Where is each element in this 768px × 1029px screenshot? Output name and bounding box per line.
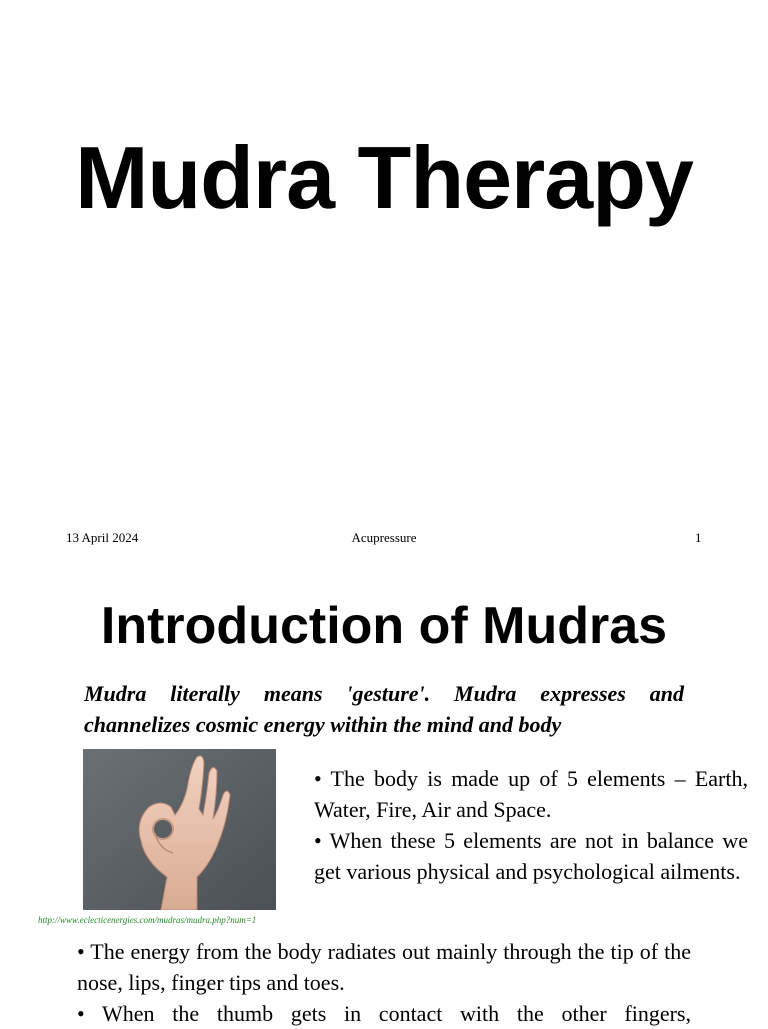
energy-bullets	[77, 936, 691, 1029]
bullet-item: • When the thumb gets in contact with the other fingers,	[77, 1001, 691, 1026]
slide-title: Mudra Therapy	[75, 128, 693, 227]
section-title: Introduction of Mudras	[100, 597, 668, 655]
image-source-caption: http://www.eclecticenergies.com/mudras/mudra.php?num=1	[38, 915, 257, 925]
footer-page-number: 1	[695, 530, 702, 545]
bullet-item: • When these 5 elements are not in balance we get various physical and psychological ailments.	[314, 828, 748, 884]
bullet-item: • The body is made up of 5 elements – Earth, Water, Fire, Air and Space.	[314, 766, 748, 822]
mudra-definition: Mudra literally means 'gesture'. Mudra expresses and channelizes cosmic energy within the mind and body	[84, 681, 684, 737]
hand-mudra-photo	[83, 749, 276, 910]
bullet-item: • The energy from the body radiates out mainly through the tip of the nose, lips, finger tips and toes.	[77, 939, 691, 995]
footer-date: 13 April 2024	[66, 530, 139, 545]
elements-bullets	[314, 763, 748, 887]
footer-topic: Acupressure	[351, 530, 417, 545]
